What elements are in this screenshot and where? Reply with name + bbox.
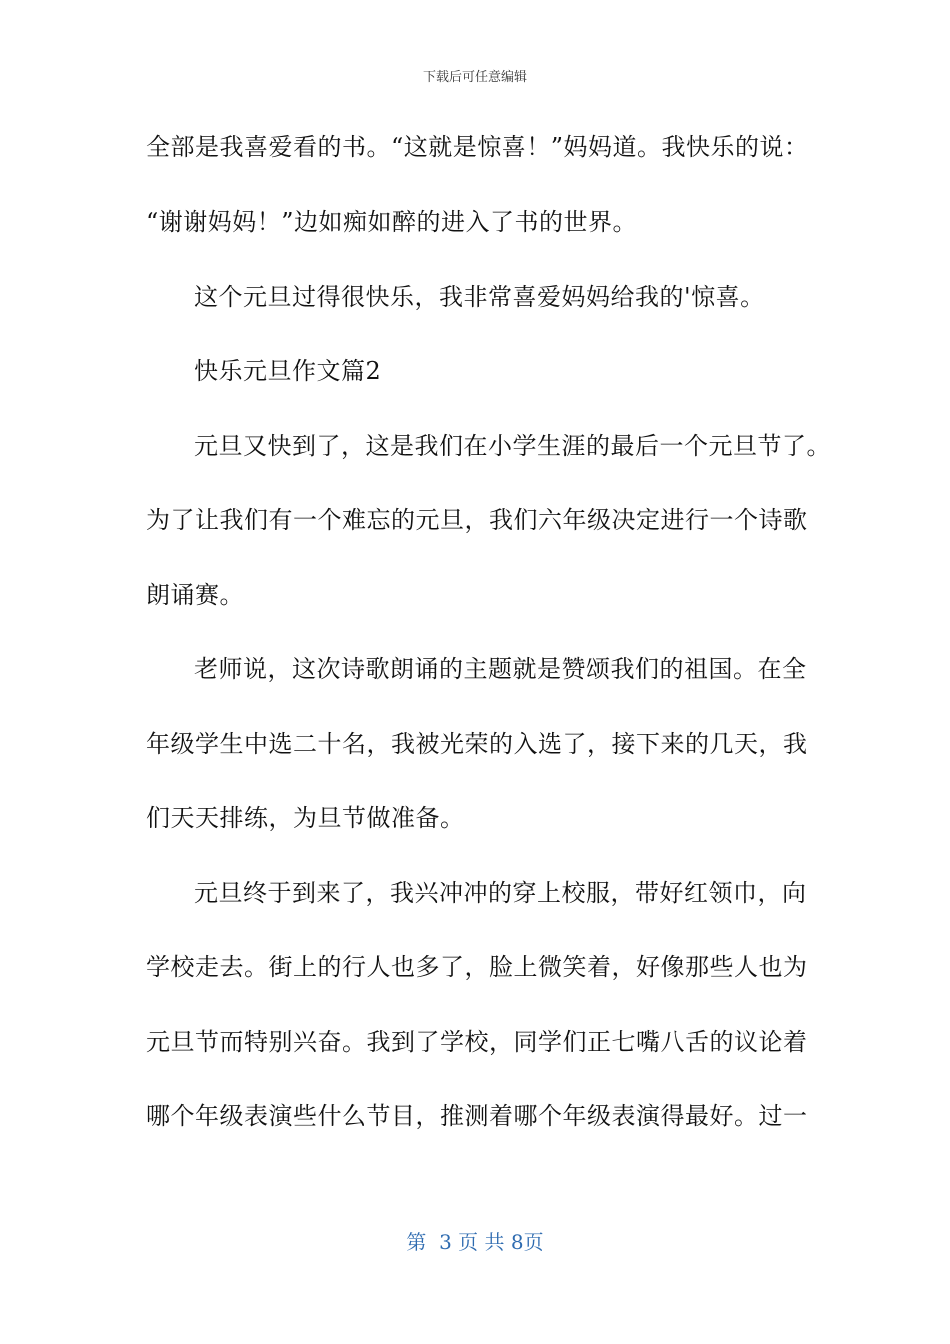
text-line: 老师说，这次诗歌朗诵的主题就是赞颂我们的祖国。在全 bbox=[194, 655, 807, 683]
text-line: 元旦终于到来了，我兴冲冲的穿上校服，带好红领巾，向 bbox=[194, 879, 807, 907]
text-line: 这个元旦过得很快乐，我非常喜爱妈妈给我的'惊喜。 bbox=[194, 283, 765, 311]
text-line: 朗诵赛。 bbox=[146, 581, 244, 609]
text-line: 哪个年级表演些什么节目，推测着哪个年级表演得最好。过一 bbox=[146, 1102, 808, 1130]
text-line: 们天天排练，为旦节做准备。 bbox=[146, 804, 465, 832]
text-line: 元旦又快到了，这是我们在小学生涯的最后一个元旦节了。 bbox=[194, 432, 831, 460]
text-line: 元旦节而特别兴奋。我到了学校，同学们正七嘴八舌的议论着 bbox=[146, 1028, 808, 1056]
text-line: 为了让我们有一个难忘的元旦，我们六年级决定进行一个诗歌 bbox=[146, 506, 808, 534]
page-header-note: 下载后可任意编辑 bbox=[422, 70, 527, 85]
page-number-footer: 第 3 页 共 8页 bbox=[406, 1230, 544, 1254]
text-line: 年级学生中选二十名，我被光荣的入选了，接下来的几天，我 bbox=[146, 730, 808, 758]
text-line: 全部是我喜爱看的书。“这就是惊喜！”妈妈道。我快乐的说： bbox=[146, 133, 809, 161]
text-line: 学校走去。街上的行人也多了，脸上微笑着，好像那些人也为 bbox=[146, 953, 808, 981]
section-heading: 快乐元旦作文篇2 bbox=[194, 357, 382, 385]
text-line: “谢谢妈妈！”边如痴如醉的进入了书的世界。 bbox=[146, 208, 638, 236]
